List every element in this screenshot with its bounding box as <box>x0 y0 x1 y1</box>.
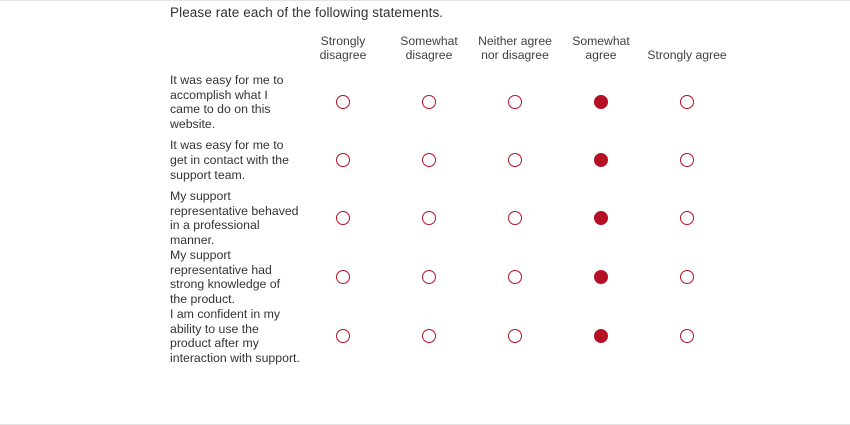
radio-cell[interactable] <box>558 73 644 132</box>
statement-label: It was easy for me to get in contact with the support team. <box>170 138 289 182</box>
survey-prompt: Please rate each of the following statements. <box>170 5 444 20</box>
column-header-somewhat-agree: Somewhat agree <box>572 34 630 63</box>
radio-strongly-agree[interactable] <box>680 95 694 109</box>
radio-cell[interactable] <box>472 189 558 248</box>
statement-label: It was easy for me to accomplish what I came to do on this website. <box>170 72 284 132</box>
radio-cell[interactable] <box>386 248 472 307</box>
column-header-strongly-agree: Strongly agree <box>647 48 727 63</box>
top-divider <box>0 0 850 1</box>
column-header-somewhat-disagree: Somewhat disagree <box>400 34 458 63</box>
radio-strongly-disagree[interactable] <box>336 153 350 167</box>
radio-cell[interactable] <box>300 248 386 307</box>
radio-cell[interactable] <box>644 248 730 307</box>
radio-cell[interactable] <box>472 307 558 366</box>
radio-cell[interactable] <box>300 189 386 248</box>
radio-cell[interactable] <box>644 189 730 248</box>
radio-strongly-agree[interactable] <box>680 329 694 343</box>
matrix-header <box>170 34 730 73</box>
column-header-strongly-disagree: Strongly disagree <box>319 34 367 63</box>
rating-matrix <box>170 34 730 366</box>
radio-cell[interactable] <box>386 307 472 366</box>
radio-cell[interactable] <box>386 132 472 189</box>
radio-somewhat-agree[interactable] <box>594 329 608 343</box>
radio-cell[interactable] <box>300 132 386 189</box>
statement-column-header <box>170 34 300 73</box>
radio-somewhat-disagree[interactable] <box>422 329 436 343</box>
radio-somewhat-agree[interactable] <box>594 95 608 109</box>
column-header-neither: Neither agree nor disagree <box>478 34 552 63</box>
statement-label: My support representative had strong knowledge of the product. <box>170 247 281 307</box>
radio-cell[interactable] <box>386 189 472 248</box>
radio-cell[interactable] <box>472 248 558 307</box>
radio-somewhat-disagree[interactable] <box>422 270 436 284</box>
radio-cell[interactable] <box>472 73 558 132</box>
statement-label: My support representative behaved in a professional manner. <box>170 188 299 248</box>
table-row <box>170 248 730 307</box>
statement-label: I am confident in my ability to use the product after my interaction with support. <box>170 306 300 366</box>
radio-somewhat-agree[interactable] <box>594 211 608 225</box>
radio-cell[interactable] <box>558 189 644 248</box>
radio-somewhat-agree[interactable] <box>594 270 608 284</box>
radio-strongly-agree[interactable] <box>680 153 694 167</box>
radio-strongly-agree[interactable] <box>680 211 694 225</box>
radio-cell[interactable] <box>644 132 730 189</box>
radio-neither[interactable] <box>508 153 522 167</box>
radio-strongly-agree[interactable] <box>680 270 694 284</box>
radio-cell[interactable] <box>644 307 730 366</box>
radio-neither[interactable] <box>508 211 522 225</box>
radio-cell[interactable] <box>644 73 730 132</box>
radio-cell[interactable] <box>386 73 472 132</box>
radio-strongly-disagree[interactable] <box>336 329 350 343</box>
radio-neither[interactable] <box>508 270 522 284</box>
table-row <box>170 132 730 189</box>
matrix-body <box>170 73 730 366</box>
table-row <box>170 307 730 366</box>
radio-somewhat-disagree[interactable] <box>422 153 436 167</box>
radio-cell[interactable] <box>558 132 644 189</box>
table-row <box>170 73 730 132</box>
table-row <box>170 189 730 248</box>
radio-cell[interactable] <box>558 248 644 307</box>
radio-somewhat-disagree[interactable] <box>422 95 436 109</box>
radio-strongly-disagree[interactable] <box>336 270 350 284</box>
radio-neither[interactable] <box>508 95 522 109</box>
radio-cell[interactable] <box>300 73 386 132</box>
radio-cell[interactable] <box>300 307 386 366</box>
radio-strongly-disagree[interactable] <box>336 211 350 225</box>
radio-neither[interactable] <box>508 329 522 343</box>
radio-somewhat-agree[interactable] <box>594 153 608 167</box>
radio-cell[interactable] <box>558 307 644 366</box>
radio-cell[interactable] <box>472 132 558 189</box>
radio-strongly-disagree[interactable] <box>336 95 350 109</box>
matrix-header-row <box>170 34 730 73</box>
radio-somewhat-disagree[interactable] <box>422 211 436 225</box>
